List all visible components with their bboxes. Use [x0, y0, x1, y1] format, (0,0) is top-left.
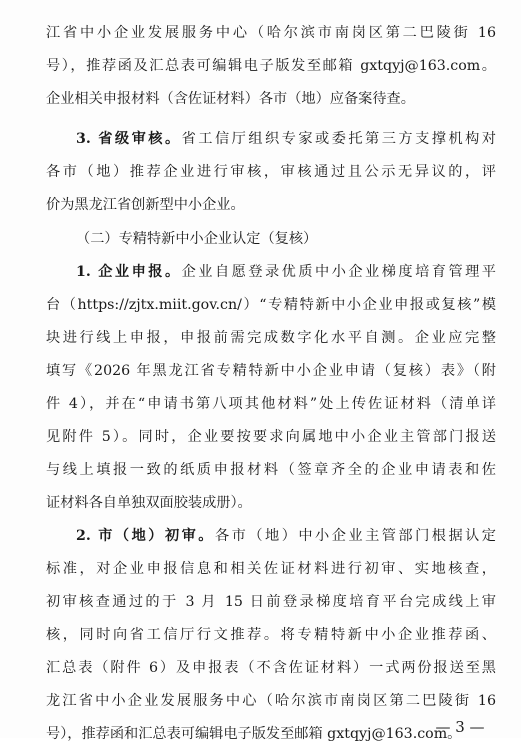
section-heading-line: 2. 市（地）初审。各市（地）中小企业主管部门根据认定: [76, 528, 496, 544]
text-line: 件 4），并在“申请书第八项其他材料”处上传佐证材料（清单详: [46, 396, 496, 412]
text-line: 块进行线上申报，申报前需完成数字化水平自测。企业应完整: [46, 330, 496, 346]
text-line: 江省中小企业发展服务中心（哈尔滨市南岗区第二巴陵街 16: [46, 25, 496, 41]
text-line: 初审核查通过的于 3 月 15 日前登录梯度培育平台完成线上审: [46, 594, 496, 610]
section-heading: 1. 企业申报。: [76, 264, 182, 280]
text-line: 与线上填报一致的纸质申报材料（签章齐全的企业申请表和佐: [46, 462, 496, 478]
text-line: 号），推荐函及汇总表可编辑电子版发至邮箱 gxtqyj@163.com。: [46, 58, 496, 74]
text-line: 价为黑龙江省创新型中小企业。: [46, 197, 245, 213]
text-line: 台（https://zjtx.miit.gov.cn/）“专精特新中小企业申报或复核”模: [46, 297, 496, 313]
section-heading-line: 1. 企业申报。企业自愿登录优质中小企业梯度培育管理平: [76, 264, 496, 280]
text-line: 核，同时向省工信厅行文推荐。将专精特新中小企业推荐函、: [46, 627, 496, 643]
text-line: 证材料各自单独双面胶装成册）。: [46, 495, 252, 511]
text-line: 汇总表（附件 6）及申报表（不含佐证材料）一式两份报送至黑: [46, 660, 496, 676]
subsection-title: （二）专精特新中小企业认定（复核）: [76, 231, 318, 247]
text-line: 各市（地）推荐企业进行审核，审核通过且公示无异议的，评: [46, 164, 496, 180]
text-line: 企业相关申报材料（含佐证材料）各市（地）应备案待查。: [46, 91, 415, 107]
text-line: 填写《2026 年黑龙江省专精特新中小企业申请（复核）表》（附: [46, 363, 496, 379]
text-line: 龙江省中小企业发展服务中心（哈尔滨市南岗区第二巴陵街 16: [46, 693, 496, 709]
text-line: 号），推荐函和汇总表可编辑电子版发至邮箱 gxtqyj@163.com。: [46, 726, 462, 742]
text-line: 标准，对企业申报信息和相关佐证材料进行初审、实地核查，: [46, 561, 496, 577]
section-heading: 3. 省级审核。: [76, 131, 182, 147]
text-line: 见附件 5）。同时，企业要按要求向属地中小企业主管部门报送: [46, 429, 496, 445]
page-number: — 3 —: [435, 718, 485, 736]
section-heading-line: 3. 省级审核。省工信厅组织专家或委托第三方支撑机构对: [76, 131, 496, 147]
section-heading: 2. 市（地）初审。: [76, 528, 215, 544]
